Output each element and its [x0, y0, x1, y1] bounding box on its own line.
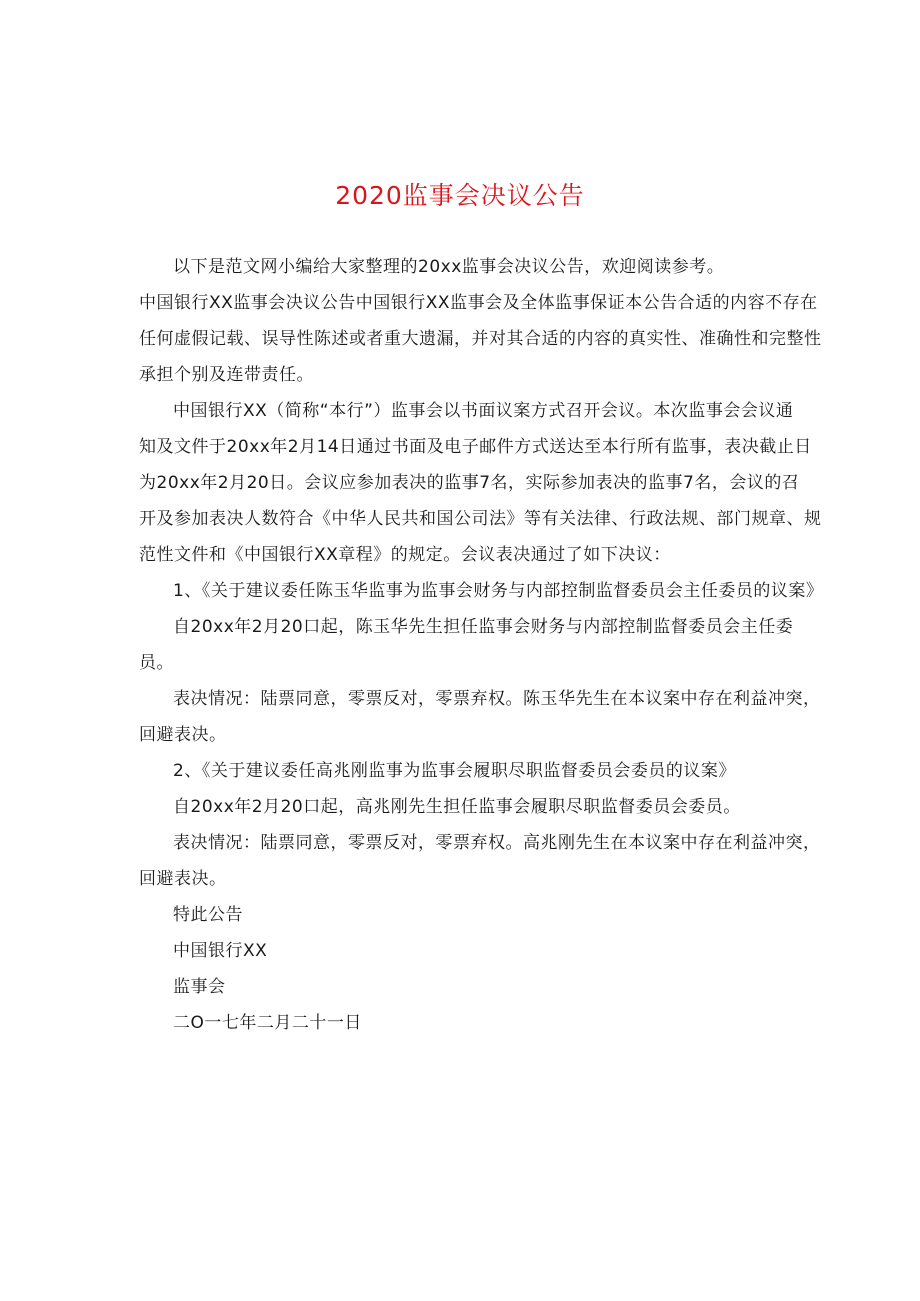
- para2-line-4: 开及参加表决人数符合《中华人民共和国公司法》等有关法律、行政法规、部门规章、规: [139, 509, 822, 529]
- item2-title: 2、《关于建议委任高兆刚监事为监事会履职尽职监督委员会委员的议案》: [173, 761, 736, 781]
- para1-line-3: 承担个别及连带责任。: [139, 365, 314, 385]
- item1-vote-line-2: 回避表决。: [139, 725, 227, 745]
- item1-title: 1、《关于建议委任陈玉华监事为监事会财务与内部控制监督委员会主任委员的议案》: [173, 581, 824, 601]
- item1-text-line-2: 员。: [139, 653, 174, 673]
- para2-line-2: 知及文件于20xx年2月14日通过书面及电子邮件方式送达至本行所有监事，表决截止日: [139, 437, 812, 457]
- item1-text-line-1: 自20xx年2月20口起，陈玉华先生担任监事会财务与内部控制监督委员会主任委: [173, 617, 794, 637]
- para2-line-1: 中国银行XX（简称“本行”）监事会以书面议案方式召开会议。本次监事会会议通: [173, 401, 794, 421]
- para2-line-5: 范性文件和《中国银行XX章程》的规定。会议表决通过了如下决议：: [139, 545, 671, 565]
- item1-vote-line-1: 表决情况：陆票同意，零票反对，零票弃权。陈玉华先生在本议案中存在利益冲突，: [173, 689, 821, 709]
- item2-vote-line-1: 表决情况：陆票同意，零票反对，零票弃权。高兆刚先生在本议案中存在利益冲突，: [173, 833, 821, 853]
- signer-department: 监事会: [173, 977, 226, 997]
- closing-text: 特此公告: [173, 905, 243, 925]
- item2-vote-line-2: 回避表决。: [139, 869, 227, 889]
- document-date: 二O一七年二月二十一日: [173, 1013, 362, 1033]
- para1-line-1: 中国银行XX监事会决议公告中国银行XX监事会及全体监事保证本公告合适的内容不存在: [139, 293, 818, 313]
- item2-text: 自20xx年2月20口起，高兆刚先生担任监事会履职尽职监督委员会委员。: [173, 797, 741, 817]
- para2-line-3: 为20xx年2月20日。会议应参加表决的监事7名，实际参加表决的监事7名，会议的召: [139, 473, 800, 493]
- intro-text: 以下是范文网小编给大家整理的20xx监事会决议公告，欢迎阅读参考。: [173, 257, 725, 277]
- signer-organization: 中国银行XX: [173, 941, 268, 961]
- document-title: 2020监事会决议公告: [335, 181, 585, 210]
- para1-line-2: 任何虚假记载、误导性陈述或者重大遗漏，并对其合适的内容的真实性、准确性和完整性: [139, 329, 822, 349]
